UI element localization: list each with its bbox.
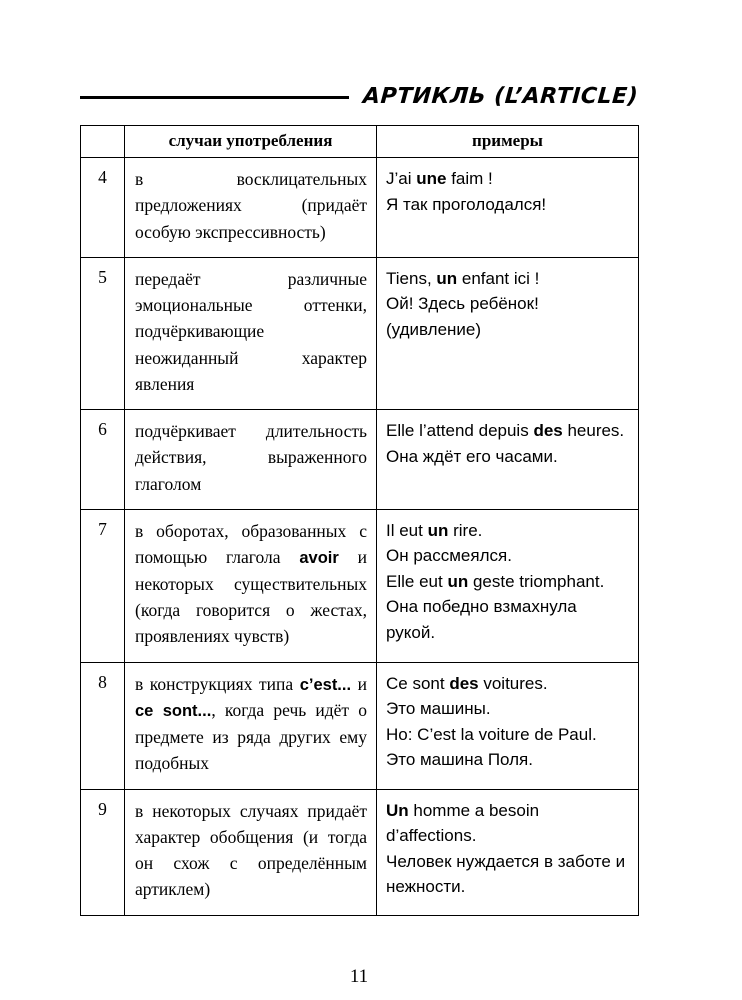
- table-row: [81, 158, 639, 258]
- row-number: 6: [81, 410, 125, 510]
- table-row: [81, 789, 639, 915]
- text-segment: Elle l’attend depuis: [386, 421, 534, 440]
- text-segment: Я так проголодался!: [386, 194, 547, 214]
- text-segment: Она ждёт его часами.: [386, 446, 558, 466]
- text-segment: Tiens,: [386, 268, 437, 288]
- examples-cell: [377, 410, 639, 510]
- example-sentence: [386, 849, 630, 900]
- example-sentence: [386, 266, 630, 292]
- examples-column-header: примеры: [377, 126, 639, 158]
- bold-term: des: [449, 673, 479, 693]
- chapter-title: АРТИКЛЬ (L’ARTICLE): [361, 84, 639, 109]
- text-segment: Il eut: [386, 520, 428, 540]
- table-header-row: [81, 126, 639, 158]
- table-row: [81, 662, 639, 789]
- text-segment: Это машины.: [386, 699, 491, 718]
- text-segment: Он рассмеялся.: [386, 546, 512, 566]
- table-header: [81, 126, 639, 158]
- usage-cell: [125, 662, 377, 789]
- bold-term: des: [533, 421, 563, 440]
- examples-cell: [377, 789, 639, 915]
- example-sentence: [386, 291, 630, 342]
- example-sentence: [386, 543, 630, 569]
- usage-cell: [125, 789, 377, 915]
- text-segment: в некоторых случаях придаёт характер обобщения (и тогда он схож с определённым артиклем): [135, 800, 367, 900]
- text-segment: heures.: [562, 421, 625, 440]
- example-sentence: [386, 722, 630, 748]
- text-segment: Она победно взмахнула рукой.: [386, 597, 577, 642]
- bold-term: un: [447, 571, 469, 591]
- example-sentence: [386, 166, 630, 192]
- text-segment: и некоторых существительных (когда говорится о жестах, проявлениях чувств): [135, 547, 367, 647]
- text-segment: в восклицательных предложениях (придаёт особую экспрессивность): [135, 169, 367, 242]
- text-segment: подчёркивает длительность действия, выраженного глаголом: [135, 421, 367, 494]
- example-sentence: [386, 671, 630, 697]
- text-segment: Elle eut: [386, 571, 448, 591]
- bold-term: avoir: [299, 549, 339, 567]
- usage-cell: [125, 257, 377, 409]
- header-rule: [80, 96, 349, 99]
- text-segment: Это машина Поля.: [386, 750, 533, 769]
- example-sentence: [386, 569, 630, 595]
- examples-cell: [377, 662, 639, 789]
- bold-term: un: [436, 268, 458, 288]
- text-segment: Человек нуждается в заботе и нежности.: [386, 851, 626, 896]
- table-row: [81, 257, 639, 409]
- text-segment: и: [351, 673, 367, 694]
- article-usage-table: [80, 125, 639, 916]
- example-sentence: [386, 798, 630, 849]
- number-column-header: [81, 126, 125, 158]
- text-segment: Ce sont: [386, 673, 450, 693]
- bold-term: un: [427, 520, 449, 540]
- bold-term: c’est...: [299, 675, 352, 694]
- example-sentence: [386, 747, 630, 773]
- table-row: [81, 410, 639, 510]
- example-sentence: [386, 696, 630, 722]
- examples-cell: [377, 257, 639, 409]
- example-sentence: [386, 418, 630, 444]
- page-number: 11: [349, 965, 369, 987]
- text-segment: faim !: [446, 169, 493, 188]
- text-segment: voitures.: [478, 673, 548, 693]
- usage-cell: [125, 410, 377, 510]
- bold-term: ce sont...: [135, 702, 212, 721]
- examples-cell: [377, 158, 639, 258]
- example-sentence: [386, 594, 630, 645]
- text-segment: enfant ici !: [457, 268, 540, 288]
- text-segment: в конструкциях типа: [135, 673, 300, 694]
- text-segment: Но: C’est la voiture de Paul.: [386, 724, 597, 744]
- bold-term: une: [416, 169, 447, 188]
- usage-cell: [125, 509, 377, 662]
- chapter-header: [80, 84, 638, 109]
- usage-column-header: случаи употребления: [125, 126, 377, 158]
- row-number: 7: [81, 509, 125, 662]
- bold-term: Un: [386, 800, 409, 820]
- text-segment: rire.: [448, 520, 483, 540]
- text-segment: в оборотах, образованных с помощью глагола: [135, 520, 367, 567]
- text-segment: J’ai: [386, 169, 417, 188]
- text-segment: Ой! Здесь ребёнок! (удивление): [386, 294, 539, 339]
- row-number: 5: [81, 257, 125, 409]
- usage-cell: [125, 158, 377, 258]
- row-number: 4: [81, 158, 125, 258]
- table-body: [81, 158, 639, 916]
- examples-cell: [377, 509, 639, 662]
- table-row: [81, 509, 639, 662]
- example-sentence: [386, 192, 630, 218]
- text-segment: geste triomphant.: [468, 571, 605, 591]
- example-sentence: [386, 444, 630, 470]
- example-sentence: [386, 518, 630, 544]
- text-segment: передаёт различные эмоциональные оттенки, подчёркивающие неожиданный характер явления: [135, 268, 367, 394]
- text-segment: , когда речь идёт о предмете из ряда других ему подобных: [135, 700, 367, 774]
- row-number: 9: [81, 789, 125, 915]
- text-segment: homme a besoin d’affections.: [386, 800, 540, 845]
- row-number: 8: [81, 662, 125, 789]
